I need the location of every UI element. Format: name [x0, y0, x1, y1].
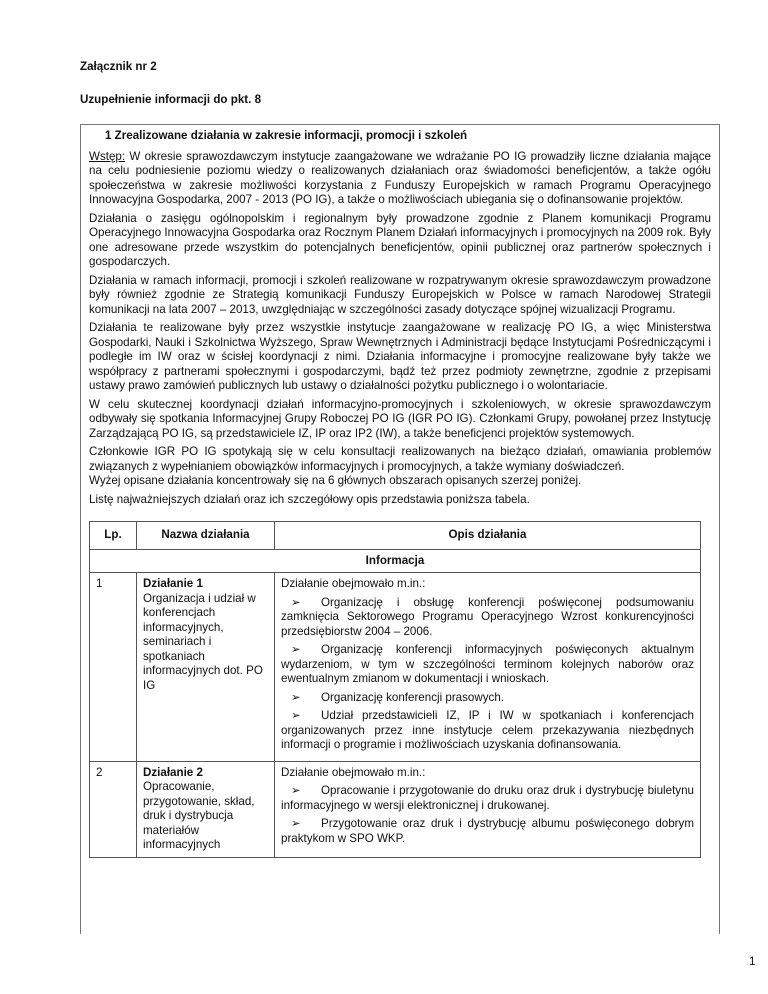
- bullet-item: ➢ Organizację i obsługę konferencji poświęconej podsumowaniu zamknięcia Sektorowego Programu Operacyjnego Wzrost konkurencyjności przedsiębiorstw 2004 – 2006.: [281, 595, 694, 638]
- bullet-item: ➢ Organizację konferencji prasowych.: [291, 690, 505, 704]
- col-header: Opis działania: [275, 522, 701, 550]
- bullet-item: ➢ Organizację konferencji informacyjnych poświęconych aktualnym wydarzeniom, w tym w szczególności terminom kolejnych naborów oraz ewentualnym zmianom w dokumentacji i wnioskach.: [281, 643, 694, 685]
- table-header-row: [90, 522, 701, 550]
- page-number: 1: [749, 955, 756, 968]
- section-title: 1 Zrealizowane działania w zakresie informacji, promocji i szkoleń: [105, 129, 468, 142]
- paragraph: Listę najważniejszych działań oraz ich szczegółowy opis przedstawia poniższa tabela.: [89, 492, 530, 506]
- bullet-item: ➢ Przygotowanie oraz druk i dystrybucję albumu poświęconego dobrym praktykom w SPO WKP.: [281, 817, 694, 845]
- section-row: [90, 549, 701, 573]
- intro-paragraph: [89, 150, 711, 208]
- name-cell: [137, 761, 275, 857]
- arrow-bullet-icon: ➢: [291, 690, 301, 704]
- description-cell: [275, 761, 701, 857]
- arrow-bullet-icon: ➢: [291, 709, 301, 722]
- subtitle: Uzupełnienie informacji do pkt. 8: [80, 93, 262, 106]
- name-cell: [137, 573, 275, 762]
- col-header: Lp.: [90, 522, 137, 550]
- paragraph: Wyżej opisane działania koncentrowały się na 6 głównych obszarach opisanych szerzej poniżej.: [89, 474, 582, 487]
- actions-table: [89, 521, 701, 858]
- lp-cell: 2: [90, 761, 137, 857]
- intro-text: W okresie sprawozdawczym instytucje zaangażowane we wdrażanie PO IG prowadziły liczne działania mające na celu podniesienie poziomu wiedzy o realizowanych działaniach oraz świadomości beneficjentów, a także ogółu społeczeństwa w zakresie możliwości korzystania z Funduszy Europejskich w ramach Programu Operacyjnego Innowacyjna Gospodarka, 2007 - 2013 (PO IG), a także o możliwościach ubiegania się o dofinansowanie projektów.: [89, 149, 711, 206]
- action-number: Działanie 1: [143, 577, 203, 590]
- action-name: Organizacja i udział w konferencjach informacyjnych, seminariach i spotkaniach informacyjnych dot. PO IG: [143, 591, 263, 692]
- arrow-bullet-icon: ➢: [291, 784, 301, 797]
- annex-title: Załącznik nr 2: [80, 60, 157, 73]
- action-name: Opracowanie, przygotowanie, skład, druk i dystrybucja materiałów informacyjnych: [143, 780, 255, 851]
- description-intro: Działanie obejmowało m.in.:: [281, 577, 426, 590]
- paragraph: Działania w ramach informacji, promocji i szkoleń realizowane w rozpatrywanym okresie sprawozdawczym prowadzone były również zgodnie ze Strategią komunikacji Funduszy Europejskich w Polsce w ramach Narodowej Strategii komunikacji na lata 2007 – 2013, uwzględniając w szczególności zasady dotyczące spójnej wizualizacji Programu.: [89, 273, 711, 316]
- lp-cell: 1: [90, 573, 137, 762]
- bullet-item: ➢ Udział przedstawicieli IZ, IP i IW w spotkaniach i konferencjach organizowanych przez inne instytucje celem przekazywania niezbędnych informacji o programie i możliwościach uzyskania dofinansowania.: [281, 709, 694, 751]
- paragraph: Działania o zasięgu ogólnopolskim i regionalnym były prowadzone zgodnie z Planem komunikacji Programu Operacyjnego Innowacyjna Gospodarka oraz Rocznym Planem Działań informacyjnych i promocyjnych na 2009 rok. Były one adresowane przede wszystkim do potencjalnych beneficjentów, opinii publicznej oraz partnerów społecznych i gospodarczych.: [89, 211, 711, 268]
- paragraph: W celu skutecznej koordynacji działań informacyjno-promocyjnych i szkoleniowych, w okresie sprawozdawczym odbywały się spotkania Informacyjnej Grupy Roboczej PO IG (IGR PO IG). Członkami Grupy, powołanej przez Instytucję Zarządzającą PO IG, są przedstawiciele IZ, IP oraz IP2 (IW), a także beneficjenci projektów systemowych.: [89, 397, 711, 440]
- section-box: [80, 124, 720, 934]
- arrow-bullet-icon: ➢: [291, 643, 301, 656]
- description-cell: [275, 573, 701, 762]
- section-row-label: Informacja: [90, 549, 701, 573]
- action-number: Działanie 2: [143, 765, 203, 779]
- arrow-bullet-icon: ➢: [291, 595, 301, 609]
- col-header: Nazwa działania: [137, 522, 275, 550]
- intro-label: Wstęp:: [89, 149, 126, 163]
- paragraph: Członkowie IGR PO IG spotykają się w celu konsultacji realizowanych na bieżąco działań, omawiania problemów związanych z wypełnianiem obowiązków informacyjnych i promocyjnych, a także wymiany doświadczeń.: [89, 445, 711, 473]
- arrow-bullet-icon: ➢: [291, 817, 301, 830]
- description-intro: Działanie obejmowało m.in.:: [281, 765, 426, 779]
- table-row: [90, 761, 701, 857]
- bullet-item: ➢ Opracowanie i przygotowanie do druku oraz druk i dystrybucję biuletynu informacyjnego w wersji elektronicznej i drukowanej.: [281, 784, 694, 812]
- paragraph: Działania te realizowane były przez wszystkie instytucje zaangażowane w realizację PO IG, a więc Ministerstwa Gospodarki, Nauki i Szkolnictwa Wyższego, Spraw Wewnętrznych i Administracji będące Instytucjami Pośredniczącymi i podległe im IW oraz w ścisłej koordynacji z nimi. Działania informacyjne i promocyjne realizowane były także we współpracy z partnerami społecznymi i gospodarczymi, bądź też przez podmioty zewnętrzne, zgodnie z przepisami ustawy prawo zamówień publicznych lub ustawy o działalności pożytku publicznego i o wolontariacie.: [89, 321, 711, 392]
- table-row: [90, 573, 701, 762]
